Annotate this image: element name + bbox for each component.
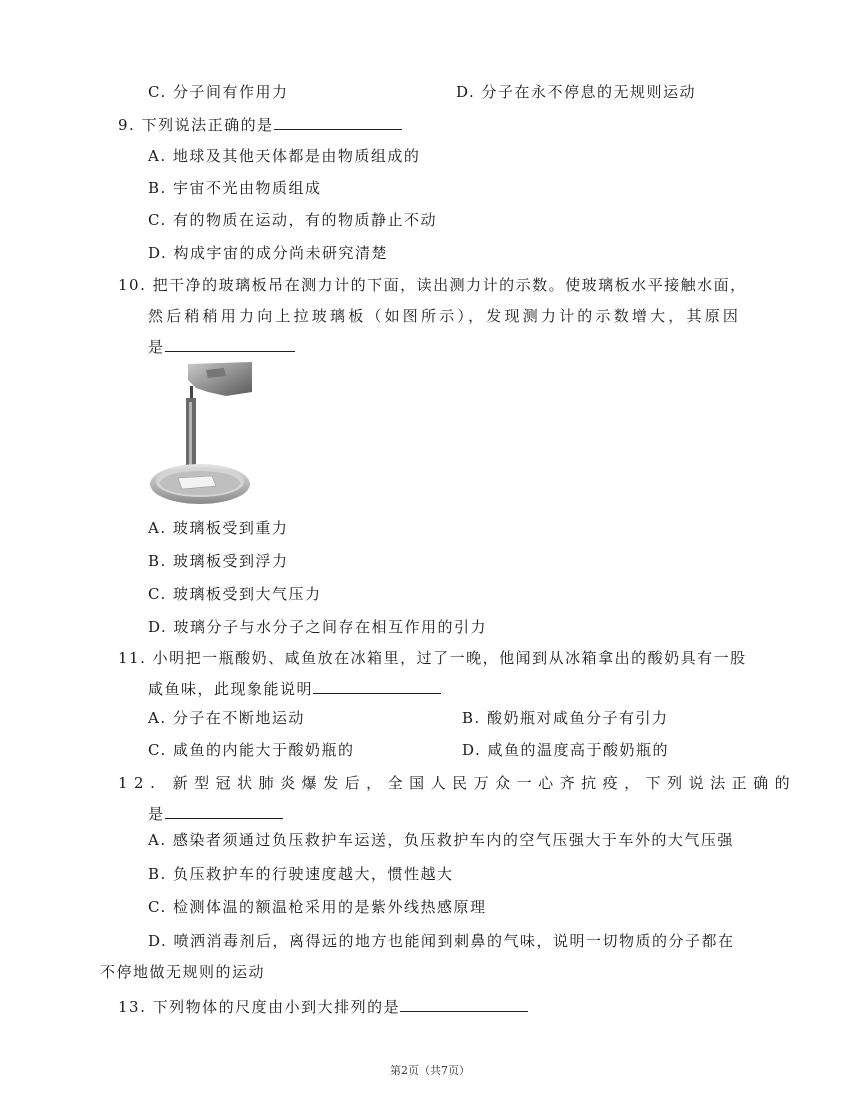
- q9-stem-text: 9. 下列说法正确的是: [118, 116, 274, 134]
- answer-blank: [274, 115, 402, 130]
- q11-option-a: A. 分子在不断地运动: [148, 709, 305, 727]
- q8-option-c: C. 分子间有作用力: [148, 83, 289, 101]
- q9-stem: [118, 114, 402, 135]
- q10-stem-line1: 10. 把干净的玻璃板吊在测力计的下面，读出测力计的示数。使玻璃板水平接触水面，: [118, 276, 747, 294]
- q12-stem-line2: [148, 803, 283, 824]
- q11-option-b: B. 酸奶瓶对咸鱼分子有引力: [462, 709, 669, 727]
- answer-blank: [165, 804, 283, 819]
- answer-blank: [313, 679, 441, 694]
- q13-stem: [118, 996, 528, 1017]
- q11-stem-line2-text: 咸鱼味，此现象能说明: [148, 680, 314, 698]
- q8-option-d: D. 分子在永不停息的无规则运动: [456, 83, 697, 101]
- q11-stem-line2: [148, 678, 441, 699]
- answer-blank: [165, 337, 295, 352]
- q9-option-b: B. 宇宙不光由物质组成: [148, 179, 322, 197]
- q9-option-a: A. 地球及其他天体都是由物质组成的: [148, 147, 421, 165]
- q12-option-b: B. 负压救护车的行驶速度越大，惯性越大: [148, 865, 454, 883]
- q10-option-a: A. 玻璃板受到重力: [148, 519, 289, 537]
- q10-option-d: D. 玻璃分子与水分子之间存在相互作用的引力: [148, 618, 488, 636]
- page-footer: 第2页（共7页）: [390, 1064, 470, 1077]
- q9-option-d: D. 构成宇宙的成分尚未研究清楚: [148, 244, 389, 262]
- q10-stem-line3: [148, 336, 295, 357]
- q10-stem-line3-text: 是: [148, 338, 165, 356]
- q12-option-d-line2: 不停地做无规则的运动: [100, 963, 266, 981]
- q10-option-b: B. 玻璃板受到浮力: [148, 552, 289, 570]
- q12-option-d-line1: D. 喷洒消毒剂后，离得远的地方也能闻到刺鼻的气味，说明一切物质的分子都在: [148, 932, 735, 950]
- q12-option-a: A. 感染者须通过负压救护车运送，负压救护车内的空气压强大于车外的大气压强: [148, 831, 734, 849]
- q11-stem-line1: 11. 小明把一瓶酸奶、咸鱼放在冰箱里，过了一晚，他闻到从冰箱拿出的酸奶具有一股: [118, 649, 747, 667]
- q13-stem-text: 13. 下列物体的尺度由小到大排列的是: [118, 998, 401, 1016]
- q10-stem-line2: 然后稍稍用力向上拉玻璃板（如图所示），发现测力计的示数增大，其原因: [148, 307, 742, 325]
- q9-option-c: C. 有的物质在运动，有的物质静止不动: [148, 211, 437, 229]
- q12-option-c: C. 检测体温的额温枪采用的是紫外线热感原理: [148, 898, 487, 916]
- q10-option-c: C. 玻璃板受到大气压力: [148, 585, 322, 603]
- spring-scale-figure: [148, 362, 253, 507]
- q11-option-d: D. 咸鱼的温度高于酸奶瓶的: [462, 741, 670, 759]
- q12-stem-line2-text: 是: [148, 805, 165, 823]
- answer-blank: [400, 997, 528, 1012]
- q12-stem-line1: 12. 新型冠状肺炎爆发后，全国人民万众一心齐抗疫，下列说法正确的: [118, 774, 797, 792]
- q11-option-c: C. 咸鱼的内能大于酸奶瓶的: [148, 741, 355, 759]
